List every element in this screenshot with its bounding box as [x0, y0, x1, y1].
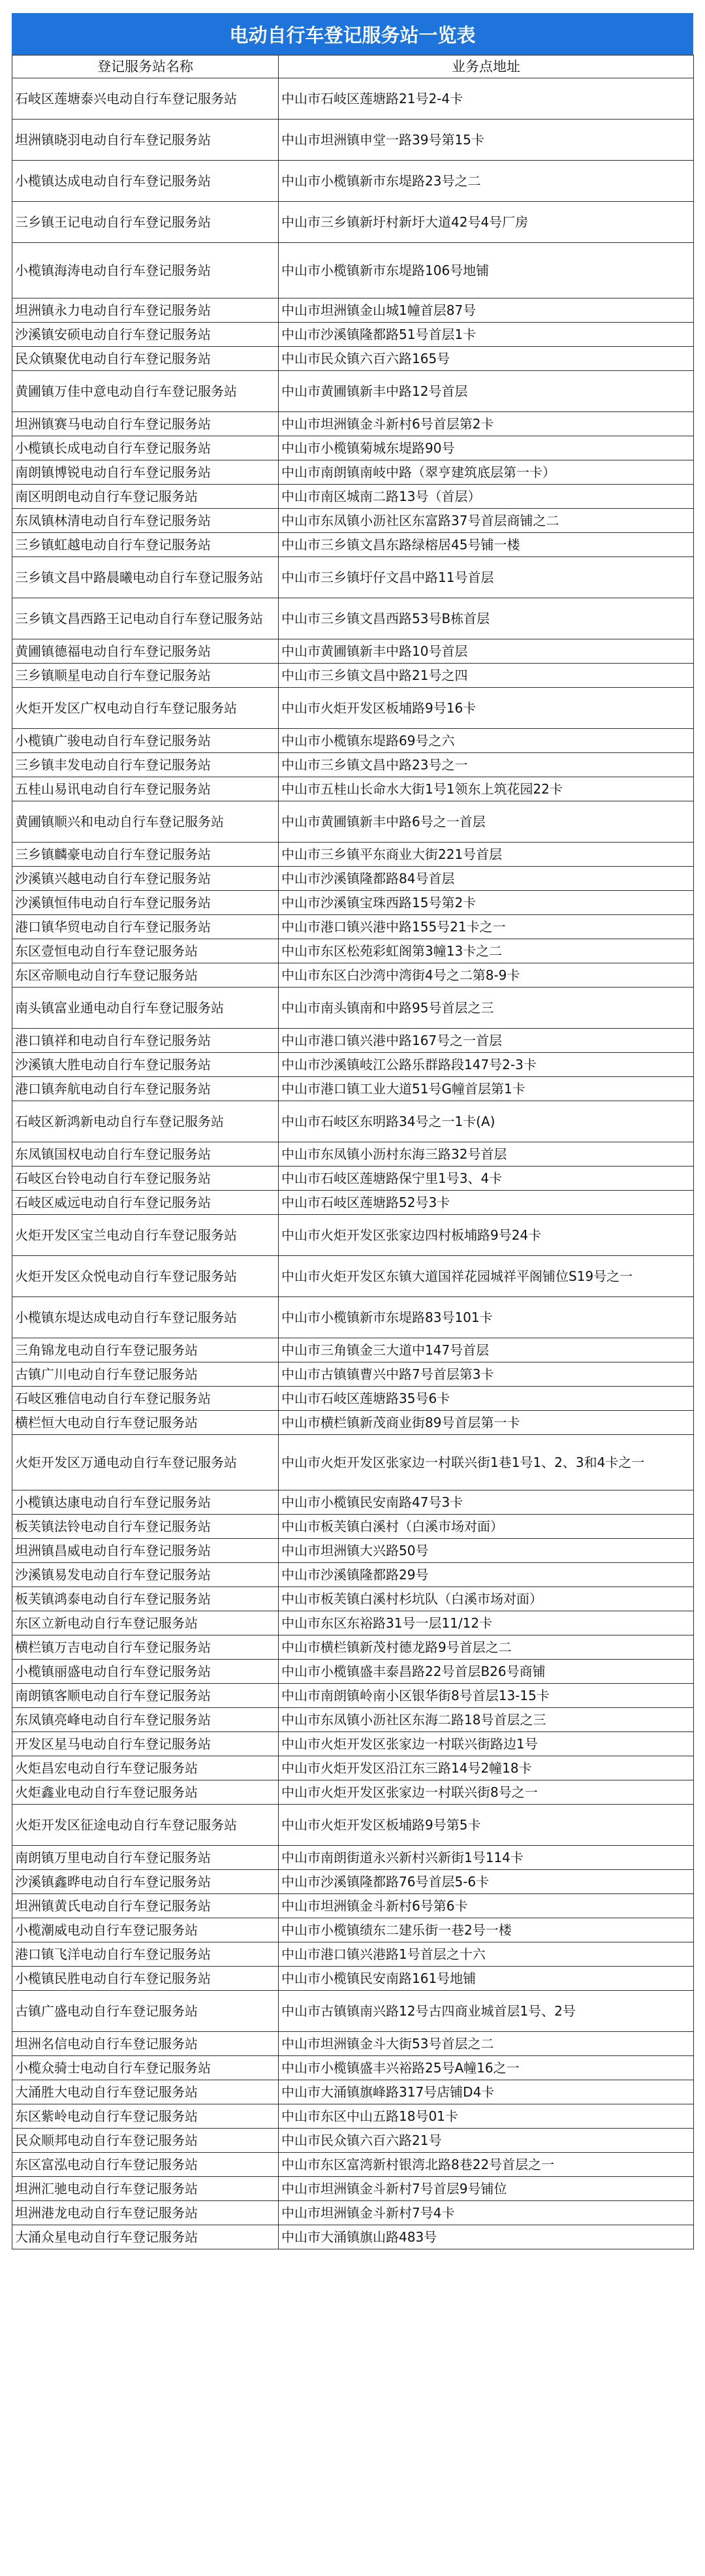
station-address-cell: 中山市东区白沙湾中湾街4号之二第8-9卡	[279, 963, 694, 988]
table-row	[12, 2032, 694, 2056]
station-address-cell: 中山市南区城南二路13号（首层）	[279, 485, 694, 509]
table-row	[12, 1539, 694, 1563]
station-address-cell: 中山市古镇镇南兴路12号古四商业城首层1号、2号	[279, 1991, 694, 2032]
table-row	[12, 2129, 694, 2153]
table-row	[12, 2056, 694, 2080]
station-address-cell: 中山市火炬开发区张家边一村联兴街1巷1号1、2、3和4卡之一	[279, 1435, 694, 1490]
station-address-cell: 中山市南朗镇岭南小区银华街8号首层13-15卡	[279, 1684, 694, 1708]
station-name-cell: 板芙镇法铃电动自行车登记服务站	[12, 1515, 279, 1539]
station-name-cell: 东区立新电动自行车登记服务站	[12, 1611, 279, 1635]
station-name-cell: 坦洲港龙电动自行车登记服务站	[12, 2201, 279, 2225]
station-address-cell: 中山市东区东裕路31号一层11/12卡	[279, 1611, 694, 1635]
station-name-cell: 港口镇奔航电动自行车登记服务站	[12, 1077, 279, 1101]
table-row	[12, 1894, 694, 1918]
station-name-cell: 民众顺邦电动自行车登记服务站	[12, 2129, 279, 2153]
table-row	[12, 1142, 694, 1167]
station-name-cell: 三乡镇文昌西路王记电动自行车登记服务站	[12, 598, 279, 639]
station-address-cell: 中山市古镇镇曹兴中路7号首层第3卡	[279, 1362, 694, 1387]
station-address-cell: 中山市大涌镇旗山路483号	[279, 2225, 694, 2249]
station-address-cell: 中山市五桂山长命水大街1号1领东上筑花园22卡	[279, 777, 694, 801]
table-row	[12, 1918, 694, 1942]
table-body	[12, 78, 694, 2249]
station-name-cell: 小榄镇海涛电动自行车登记服务站	[12, 243, 279, 298]
station-name-cell: 小榄镇长成电动自行车登记服务站	[12, 436, 279, 460]
station-name-cell: 石岐区新鸿新电动自行车登记服务站	[12, 1101, 279, 1142]
table-row	[12, 1805, 694, 1846]
station-name-cell: 黄圃镇德福电动自行车登记服务站	[12, 639, 279, 664]
table-row	[12, 1732, 694, 1756]
header-address: 业务点地址	[279, 56, 694, 78]
station-address-cell: 中山市民众镇六百六路165号	[279, 347, 694, 371]
station-name-cell: 港口镇华贸电动自行车登记服务站	[12, 915, 279, 939]
table-row	[12, 1411, 694, 1435]
station-address-cell: 中山市小榄镇新市东堤路23号之二	[279, 161, 694, 202]
table-row	[12, 347, 694, 371]
station-name-cell: 火炬开发区万通电动自行车登记服务站	[12, 1435, 279, 1490]
station-address-cell: 中山市坦洲镇金斗新村6号第6卡	[279, 1894, 694, 1918]
table-row	[12, 939, 694, 963]
table-row	[12, 323, 694, 347]
station-name-cell: 东区富泓电动自行车登记服务站	[12, 2153, 279, 2177]
station-name-cell: 沙溪镇兴越电动自行车登记服务站	[12, 867, 279, 891]
station-name-cell: 坦洲汇驰电动自行车登记服务站	[12, 2177, 279, 2201]
station-name-cell: 三乡镇顺星电动自行车登记服务站	[12, 664, 279, 688]
station-name-cell: 火炬开发区广权电动自行车登记服务站	[12, 688, 279, 729]
table-row	[12, 891, 694, 915]
station-address-cell: 中山市石岐区东明路34号之一1卡(A)	[279, 1101, 694, 1142]
table-row	[12, 664, 694, 688]
station-name-cell: 港口镇飞洋电动自行车登记服务站	[12, 1942, 279, 1967]
station-address-cell: 中山市东区富湾新村银湾北路8巷22号首层之一	[279, 2153, 694, 2177]
table-row	[12, 436, 694, 460]
registration-station-document	[12, 13, 693, 2249]
station-name-cell: 沙溪镇大胜电动自行车登记服务站	[12, 1053, 279, 1077]
station-address-cell: 中山市三乡镇文昌东路绿榕居45号铺一楼	[279, 533, 694, 557]
station-address-cell: 中山市东凤镇小沥社区东海二路18号首层之三	[279, 1708, 694, 1732]
table-row	[12, 988, 694, 1029]
table-row	[12, 1077, 694, 1101]
station-address-cell: 中山市三乡镇新圩村新圩大道42号4号厂房	[279, 202, 694, 243]
table-row	[12, 557, 694, 598]
station-name-cell: 小榄镇广骏电动自行车登记服务站	[12, 729, 279, 753]
station-name-cell: 古镇广盛电动自行车登记服务站	[12, 1991, 279, 2032]
station-name-cell: 黄圃镇顺兴和电动自行车登记服务站	[12, 801, 279, 843]
station-name-cell: 三乡镇虹越电动自行车登记服务站	[12, 533, 279, 557]
station-name-cell: 小榄镇达成电动自行车登记服务站	[12, 161, 279, 202]
station-name-cell: 石岐区莲塘泰兴电动自行车登记服务站	[12, 78, 279, 120]
station-address-cell: 中山市东凤镇小沥社区东富路37号首层商铺之二	[279, 509, 694, 533]
station-name-cell: 民众镇聚优电动自行车登记服务站	[12, 347, 279, 371]
station-name-cell: 火炬开发区众悦电动自行车登记服务站	[12, 1256, 279, 1297]
station-address-cell: 中山市小榄镇新市东堤路106号地铺	[279, 243, 694, 298]
station-name-cell: 五桂山易讯电动自行车登记服务站	[12, 777, 279, 801]
station-name-cell: 三乡镇文昌中路晨曦电动自行车登记服务站	[12, 557, 279, 598]
station-address-cell: 中山市火炬开发区张家边一村联兴街8号之一	[279, 1780, 694, 1805]
station-address-cell: 中山市坦洲镇金山城1幢首层87号	[279, 298, 694, 323]
station-address-cell: 中山市三角镇金三大道中147号首层	[279, 1338, 694, 1362]
station-address-cell: 中山市小榄镇东堤路69号之六	[279, 729, 694, 753]
station-address-cell: 中山市港口镇兴港中路167号之一首层	[279, 1029, 694, 1053]
station-address-cell: 中山市坦洲镇金斗新村7号4卡	[279, 2201, 694, 2225]
station-address-cell: 中山市大涌镇旗峰路317号店铺D4卡	[279, 2080, 694, 2104]
station-name-cell: 大涌众星电动自行车登记服务站	[12, 2225, 279, 2249]
station-address-cell: 中山市小榄镇绩东二建乐街一巷2号一楼	[279, 1918, 694, 1942]
station-address-cell: 中山市石岐区莲塘路35号6卡	[279, 1387, 694, 1411]
station-name-cell: 三乡镇麟豪电动自行车登记服务站	[12, 843, 279, 867]
station-address-cell: 中山市三乡镇圩仔文昌中路11号首层	[279, 557, 694, 598]
station-name-cell: 坦洲镇晓羽电动自行车登记服务站	[12, 120, 279, 161]
station-name-cell: 沙溪镇安硕电动自行车登记服务站	[12, 323, 279, 347]
station-name-cell: 火炬开发区征途电动自行车登记服务站	[12, 1805, 279, 1846]
station-address-cell: 中山市三乡镇平东商业大街221号首层	[279, 843, 694, 867]
table-row	[12, 753, 694, 777]
table-row	[12, 1029, 694, 1053]
table-row	[12, 1297, 694, 1338]
table-row	[12, 801, 694, 843]
table-row	[12, 915, 694, 939]
station-address-cell: 中山市坦洲镇大兴路50号	[279, 1539, 694, 1563]
station-address-cell: 中山市火炬开发区张家边四村板埔路9号24卡	[279, 1215, 694, 1256]
table-row	[12, 1215, 694, 1256]
station-address-cell: 中山市火炬开发区板埔路9号第5卡	[279, 1805, 694, 1846]
table-row	[12, 1435, 694, 1490]
station-address-cell: 中山市坦洲镇金斗大街53号首层之二	[279, 2032, 694, 2056]
table-row	[12, 509, 694, 533]
table-row	[12, 1708, 694, 1732]
station-name-cell: 石岐区雅信电动自行车登记服务站	[12, 1387, 279, 1411]
station-address-cell: 中山市沙溪镇隆都路51号首层1卡	[279, 323, 694, 347]
table-row	[12, 1611, 694, 1635]
table-row	[12, 963, 694, 988]
station-address-cell: 中山市黄圃镇新丰中路10号首层	[279, 639, 694, 664]
table-row	[12, 1387, 694, 1411]
table-row	[12, 78, 694, 120]
station-name-cell: 南区明朗电动自行车登记服务站	[12, 485, 279, 509]
station-address-cell: 中山市港口镇工业大道51号G幢首层第1卡	[279, 1077, 694, 1101]
station-name-cell: 三角锦龙电动自行车登记服务站	[12, 1338, 279, 1362]
station-name-cell: 坦洲镇赛马电动自行车登记服务站	[12, 412, 279, 436]
station-name-cell: 横栏恒大电动自行车登记服务站	[12, 1411, 279, 1435]
station-name-cell: 石岐区台铃电动自行车登记服务站	[12, 1167, 279, 1191]
station-address-cell: 中山市小榄镇新市东堤路83号101卡	[279, 1297, 694, 1338]
table-row	[12, 867, 694, 891]
table-row	[12, 1846, 694, 1870]
station-name-cell: 坦洲镇昌威电动自行车登记服务站	[12, 1539, 279, 1563]
station-address-cell: 中山市港口镇兴港中路155号21卡之一	[279, 915, 694, 939]
station-name-cell: 东区壹恒电动自行车登记服务站	[12, 939, 279, 963]
table-row	[12, 1967, 694, 1991]
station-address-cell: 中山市民众镇六百六路21号	[279, 2129, 694, 2153]
table-header-row	[12, 56, 694, 78]
table-row	[12, 1338, 694, 1362]
table-row	[12, 1101, 694, 1142]
station-address-cell: 中山市小榄镇民安南路47号3卡	[279, 1490, 694, 1515]
table-row	[12, 1991, 694, 2032]
station-address-cell: 中山市南朗镇南岐中路（翠亨建筑底层第一卡）	[279, 460, 694, 485]
table-row	[12, 202, 694, 243]
station-name-cell: 坦洲镇黄氏电动自行车登记服务站	[12, 1894, 279, 1918]
table-row	[12, 1515, 694, 1539]
header-station-name: 登记服务站名称	[12, 56, 279, 78]
station-name-cell: 南头镇富业通电动自行车登记服务站	[12, 988, 279, 1029]
station-address-cell: 中山市石岐区莲塘路52号3卡	[279, 1191, 694, 1215]
station-address-cell: 中山市东凤镇小沥村东海三路32号首层	[279, 1142, 694, 1167]
station-address-cell: 中山市三乡镇文昌中路21号之四	[279, 664, 694, 688]
station-table	[12, 55, 694, 2249]
station-address-cell: 中山市沙溪镇岐江公路乐群路段147号2-3卡	[279, 1053, 694, 1077]
table-row	[12, 1563, 694, 1587]
station-name-cell: 开发区星马电动自行车登记服务站	[12, 1732, 279, 1756]
station-address-cell: 中山市小榄镇民安南路161号地铺	[279, 1967, 694, 1991]
station-address-cell: 中山市沙溪镇隆都路84号首层	[279, 867, 694, 891]
table-row	[12, 1942, 694, 1967]
station-name-cell: 小榄镇东堤达成电动自行车登记服务站	[12, 1297, 279, 1338]
station-name-cell: 东凤镇国权电动自行车登记服务站	[12, 1142, 279, 1167]
table-row	[12, 460, 694, 485]
station-address-cell: 中山市板芙镇白溪村（白溪市场对面）	[279, 1515, 694, 1539]
table-row	[12, 243, 694, 298]
table-row	[12, 729, 694, 753]
station-address-cell: 中山市沙溪镇宝珠西路15号第2卡	[279, 891, 694, 915]
station-name-cell: 火炬鑫业电动自行车登记服务站	[12, 1780, 279, 1805]
station-name-cell: 火炬开发区宝兰电动自行车登记服务站	[12, 1215, 279, 1256]
station-address-cell: 中山市横栏镇新茂商业街89号首层第一卡	[279, 1411, 694, 1435]
station-name-cell: 黄圃镇万佳中意电动自行车登记服务站	[12, 371, 279, 412]
station-name-cell: 古镇广川电动自行车登记服务站	[12, 1362, 279, 1387]
station-name-cell: 港口镇祥和电动自行车登记服务站	[12, 1029, 279, 1053]
station-name-cell: 沙溪镇易发电动自行车登记服务站	[12, 1563, 279, 1587]
table-row	[12, 777, 694, 801]
station-name-cell: 东凤镇亮峰电动自行车登记服务站	[12, 1708, 279, 1732]
station-address-cell: 中山市石岐区莲塘路21号2-4卡	[279, 78, 694, 120]
station-address-cell: 中山市坦洲镇金斗新村6号首层第2卡	[279, 412, 694, 436]
table-row	[12, 1256, 694, 1297]
table-row	[12, 412, 694, 436]
table-row	[12, 1053, 694, 1077]
station-address-cell: 中山市黄圃镇新丰中路6号之一首层	[279, 801, 694, 843]
station-address-cell: 中山市南朗街道永兴新村兴新街1号114卡	[279, 1846, 694, 1870]
table-row	[12, 2201, 694, 2225]
table-row	[12, 533, 694, 557]
station-address-cell: 中山市三乡镇文昌西路53号B栋首层	[279, 598, 694, 639]
table-row	[12, 2080, 694, 2104]
station-address-cell: 中山市坦洲镇申堂一路39号第15卡	[279, 120, 694, 161]
station-name-cell: 石岐区威远电动自行车登记服务站	[12, 1191, 279, 1215]
station-name-cell: 小榄镇达康电动自行车登记服务站	[12, 1490, 279, 1515]
table-row	[12, 1167, 694, 1191]
station-address-cell: 中山市东区中山五路18号01卡	[279, 2104, 694, 2129]
station-address-cell: 中山市火炬开发区沿江东三路14号2幢18卡	[279, 1756, 694, 1780]
station-address-cell: 中山市黄圃镇新丰中路12号首层	[279, 371, 694, 412]
table-row	[12, 1756, 694, 1780]
table-row	[12, 2153, 694, 2177]
station-name-cell: 横栏镇万吉电动自行车登记服务站	[12, 1635, 279, 1660]
station-address-cell: 中山市东区松苑彩虹阁第3幢13卡之二	[279, 939, 694, 963]
station-name-cell: 沙溪镇鑫晔电动自行车登记服务站	[12, 1870, 279, 1894]
station-address-cell: 中山市小榄镇菊城东堤路90号	[279, 436, 694, 460]
table-row	[12, 598, 694, 639]
station-address-cell: 中山市沙溪镇隆都路76号首层5-6卡	[279, 1870, 694, 1894]
table-row	[12, 1635, 694, 1660]
station-address-cell: 中山市火炬开发区张家边一村联兴街路边1号	[279, 1732, 694, 1756]
table-row	[12, 120, 694, 161]
station-address-cell: 中山市火炬开发区板埔路9号16卡	[279, 688, 694, 729]
station-address-cell: 中山市小榄镇盛丰兴裕路25号A幢16之一	[279, 2056, 694, 2080]
station-name-cell: 南朗镇客顺电动自行车登记服务站	[12, 1684, 279, 1708]
station-name-cell: 板芙镇鸿泰电动自行车登记服务站	[12, 1587, 279, 1611]
station-name-cell: 大涌胜大电动自行车登记服务站	[12, 2080, 279, 2104]
table-row	[12, 688, 694, 729]
table-row	[12, 371, 694, 412]
station-name-cell: 东区帝顺电动自行车登记服务站	[12, 963, 279, 988]
station-name-cell: 小榄镇丽盛电动自行车登记服务站	[12, 1660, 279, 1684]
station-name-cell: 坦洲名信电动自行车登记服务站	[12, 2032, 279, 2056]
table-row	[12, 485, 694, 509]
station-name-cell: 沙溪镇恒伟电动自行车登记服务站	[12, 891, 279, 915]
table-row	[12, 1490, 694, 1515]
station-name-cell: 三乡镇丰发电动自行车登记服务站	[12, 753, 279, 777]
station-address-cell: 中山市沙溪镇隆都路29号	[279, 1563, 694, 1587]
table-row	[12, 843, 694, 867]
station-address-cell: 中山市小榄镇盛丰泰昌路22号首层B26号商铺	[279, 1660, 694, 1684]
station-address-cell: 中山市南头镇南和中路95号首层之三	[279, 988, 694, 1029]
station-address-cell: 中山市横栏镇新茂村德龙路9号首层之二	[279, 1635, 694, 1660]
station-name-cell: 三乡镇王记电动自行车登记服务站	[12, 202, 279, 243]
table-row	[12, 161, 694, 202]
table-row	[12, 1870, 694, 1894]
document-title: 电动自行车登记服务站一览表	[12, 13, 693, 55]
table-row	[12, 298, 694, 323]
station-name-cell: 小榄潮威电动自行车登记服务站	[12, 1918, 279, 1942]
station-address-cell: 中山市火炬开发区东镇大道国祥花园城祥平阁铺位S19号之一	[279, 1256, 694, 1297]
station-name-cell: 火炬昌宏电动自行车登记服务站	[12, 1756, 279, 1780]
station-name-cell: 小榄众骑士电动自行车登记服务站	[12, 2056, 279, 2080]
table-row	[12, 1684, 694, 1708]
station-name-cell: 东凤镇林清电动自行车登记服务站	[12, 509, 279, 533]
station-name-cell: 南朗镇万里电动自行车登记服务站	[12, 1846, 279, 1870]
station-name-cell: 东区紫岭电动自行车登记服务站	[12, 2104, 279, 2129]
table-row	[12, 2177, 694, 2201]
table-row	[12, 639, 694, 664]
table-row	[12, 2104, 694, 2129]
station-address-cell: 中山市港口镇兴港路1号首层之十六	[279, 1942, 694, 1967]
station-address-cell: 中山市坦洲镇金斗新村7号首层9号铺位	[279, 2177, 694, 2201]
table-row	[12, 2225, 694, 2249]
station-address-cell: 中山市三乡镇文昌中路23号之一	[279, 753, 694, 777]
table-row	[12, 1191, 694, 1215]
station-name-cell: 坦洲镇永力电动自行车登记服务站	[12, 298, 279, 323]
station-name-cell: 南朗镇博锐电动自行车登记服务站	[12, 460, 279, 485]
station-name-cell: 小榄镇民胜电动自行车登记服务站	[12, 1967, 279, 1991]
table-row	[12, 1660, 694, 1684]
table-row	[12, 1362, 694, 1387]
station-address-cell: 中山市石岐区莲塘路保宁里1号3、4卡	[279, 1167, 694, 1191]
table-row	[12, 1587, 694, 1611]
table-row	[12, 1780, 694, 1805]
station-address-cell: 中山市板芙镇白溪村杉坑队（白溪市场对面）	[279, 1587, 694, 1611]
